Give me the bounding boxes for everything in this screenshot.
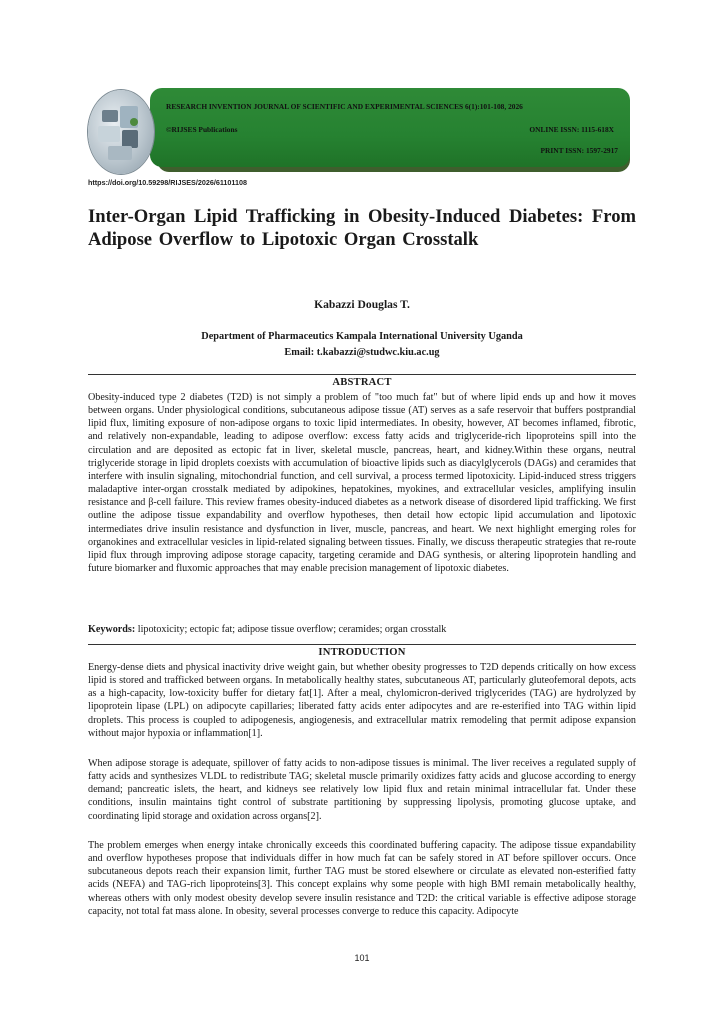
author-affiliation: Department of Pharmaceutics Kampala International University Uganda (201, 331, 523, 342)
page-number: 101 (354, 953, 370, 963)
introduction-heading: INTRODUCTION (318, 647, 406, 658)
publisher: ©RIJSES Publications (166, 125, 238, 134)
author-name: Kabazzi Douglas T. (314, 298, 410, 311)
abstract-heading: ABSTRACT (332, 377, 392, 388)
author-email: Email: t.kabazzi@studwc.kiu.ac.ug (284, 347, 440, 358)
keywords-line (88, 624, 636, 635)
print-issn: PRINT ISSN: 1597-2917 (540, 146, 618, 155)
journal-name: RESEARCH INVENTION JOURNAL OF SCIENTIFIC AND EXPERIMENTAL SCIENCES 6(1):101-108, 2026 (166, 102, 523, 111)
abstract-top-rule (88, 374, 636, 375)
journal-logo-icon (88, 90, 154, 174)
intro-paragraph: Energy-dense diets and physical inactivity drive weight gain, but whether obesity progresses to T2D depends critically on how excess lipid is stored and trafficked between organs. In metabolically healthy states, subcutaneous AT, particularly gluteofemoral depots, acts as a high-capacity, low-toxicity buffer for dietary fat[1]. After a meal, chylomicron-derived triglycerides (TAG) are hydrolyzed by lipoprotein lipase (LPL) on adipocyte capillaries; liberated fatty acids enter adipocytes and are re-esterified into TAG within lipid droplets. This process is coupled to adipogenesis, angiogenesis, and extracellular matrix remodeling that permit adipose expansion without major hypoxia or inflammation[1]. (88, 662, 636, 739)
online-issn: ONLINE ISSN: 1115-618X (529, 125, 614, 134)
keywords-list: lipotoxicity; ectopic fat; adipose tissue overflow; ceramides; organ crosstalk (135, 624, 447, 635)
intro-paragraph: The problem emerges when energy intake chronically exceeds this coordinated buffering capacity. The adipose tissue expandability and overflow hypotheses propose that individuals differ in how much fat can be safely stored in AT before spillover occurs. Once subcutaneous depots reach their expansion limit, further TAG must be stored elsewhere or circulate as elevated non-esterified fatty acids (NEFA) and TAG-rich lipoproteins[3]. This concept explains why some people with high BMI remain metabolically healthy, whereas others with only modest obesity develop severe insulin resistance and T2D: the critical variable is effective adipose storage capacity, not total fat mass alone. In obesity, several processes converge to reduce this capacity. Adipocyte (88, 840, 636, 917)
intro-paragraph: When adipose storage is adequate, spillover of fatty acids to non-adipose tissues is minimal. The liver receives a regulated supply of fatty acids and synthesizes VLDL to redistribute TAG; skeletal muscle primarily oxidizes fatty acids and glucose according to energy demand; pancreatic islets, the heart, and kidneys see relatively low lipid flux and retain minimal intracellular fat. Under these conditions, insulin maintains tight control of substrate partitioning by suppressing lipolysis, promoting glucose uptake, and coordinating lipid storage and oxidation across organs[2]. (88, 758, 636, 822)
article-title: Inter-Organ Lipid Trafficking in Obesity-Induced Diabetes: From Adipose Overflow to Lipotoxic Organ Crosstalk (88, 206, 636, 250)
doi-link[interactable]: https://doi.org/10.59298/RIJSES/2026/61101108 (88, 178, 248, 187)
keywords-label: Keywords: (88, 624, 136, 635)
introduction-top-rule (88, 644, 636, 645)
journal-header-banner (150, 88, 630, 167)
abstract-text: Obesity-induced type 2 diabetes (T2D) is not simply a problem of "too much fat" but of where lipid ends up and how it moves between organs. Under physiological conditions, subcutaneous adipose tissue (AT) serves as a safe reservoir that buffers postprandial lipid flux, limiting exposure of non-adipose organs to toxic lipid intermediates. In obesity, however, AT becomes inflamed, fibrotic, and relatively non-expandable, leading to adipose overflow: excess fatty acids and triglyceride-rich lipoproteins spill into the circulation and are deposited as ectopic fat in liver, skeletal muscle, pancreas, heart, and kidney.Within these organs, neutral triglyceride storage in lipid droplets coexists with accumulation of bioactive lipids such as diacylglycerols (DAGs) and ceramides that interfere with insulin signaling, mitochondrial function, and cell survival, a process termed lipotoxicity. Lipid-induced stress triggers maladaptive inter-organ crosstalk mediated by adipokines, hepatokines, myokines, and extracellular vesicles, amplifying insulin resistance and β-cell failure. This review frames obesity-induced diabetes as a network disease of disordered lipid trafficking. We first outline the adipose tissue expandability and overflow hypotheses, then detail how ectopic lipid accumulation and lipotoxic intermediates drive insulin resistance and dysfunction in liver, muscle, pancreas, and heart. We next highlight emerging roles for organokines and extracellular vesicles in lipid-related signaling between tissues. Finally, we discuss therapeutic strategies that re-route lipid flux through improving adipose storage capacity, targeting ceramide and DAG synthesis, or altering lipoprotein handling and future biomarker and fluxomic approaches that may enable precision management of lipotoxic diabetes. (88, 392, 636, 575)
